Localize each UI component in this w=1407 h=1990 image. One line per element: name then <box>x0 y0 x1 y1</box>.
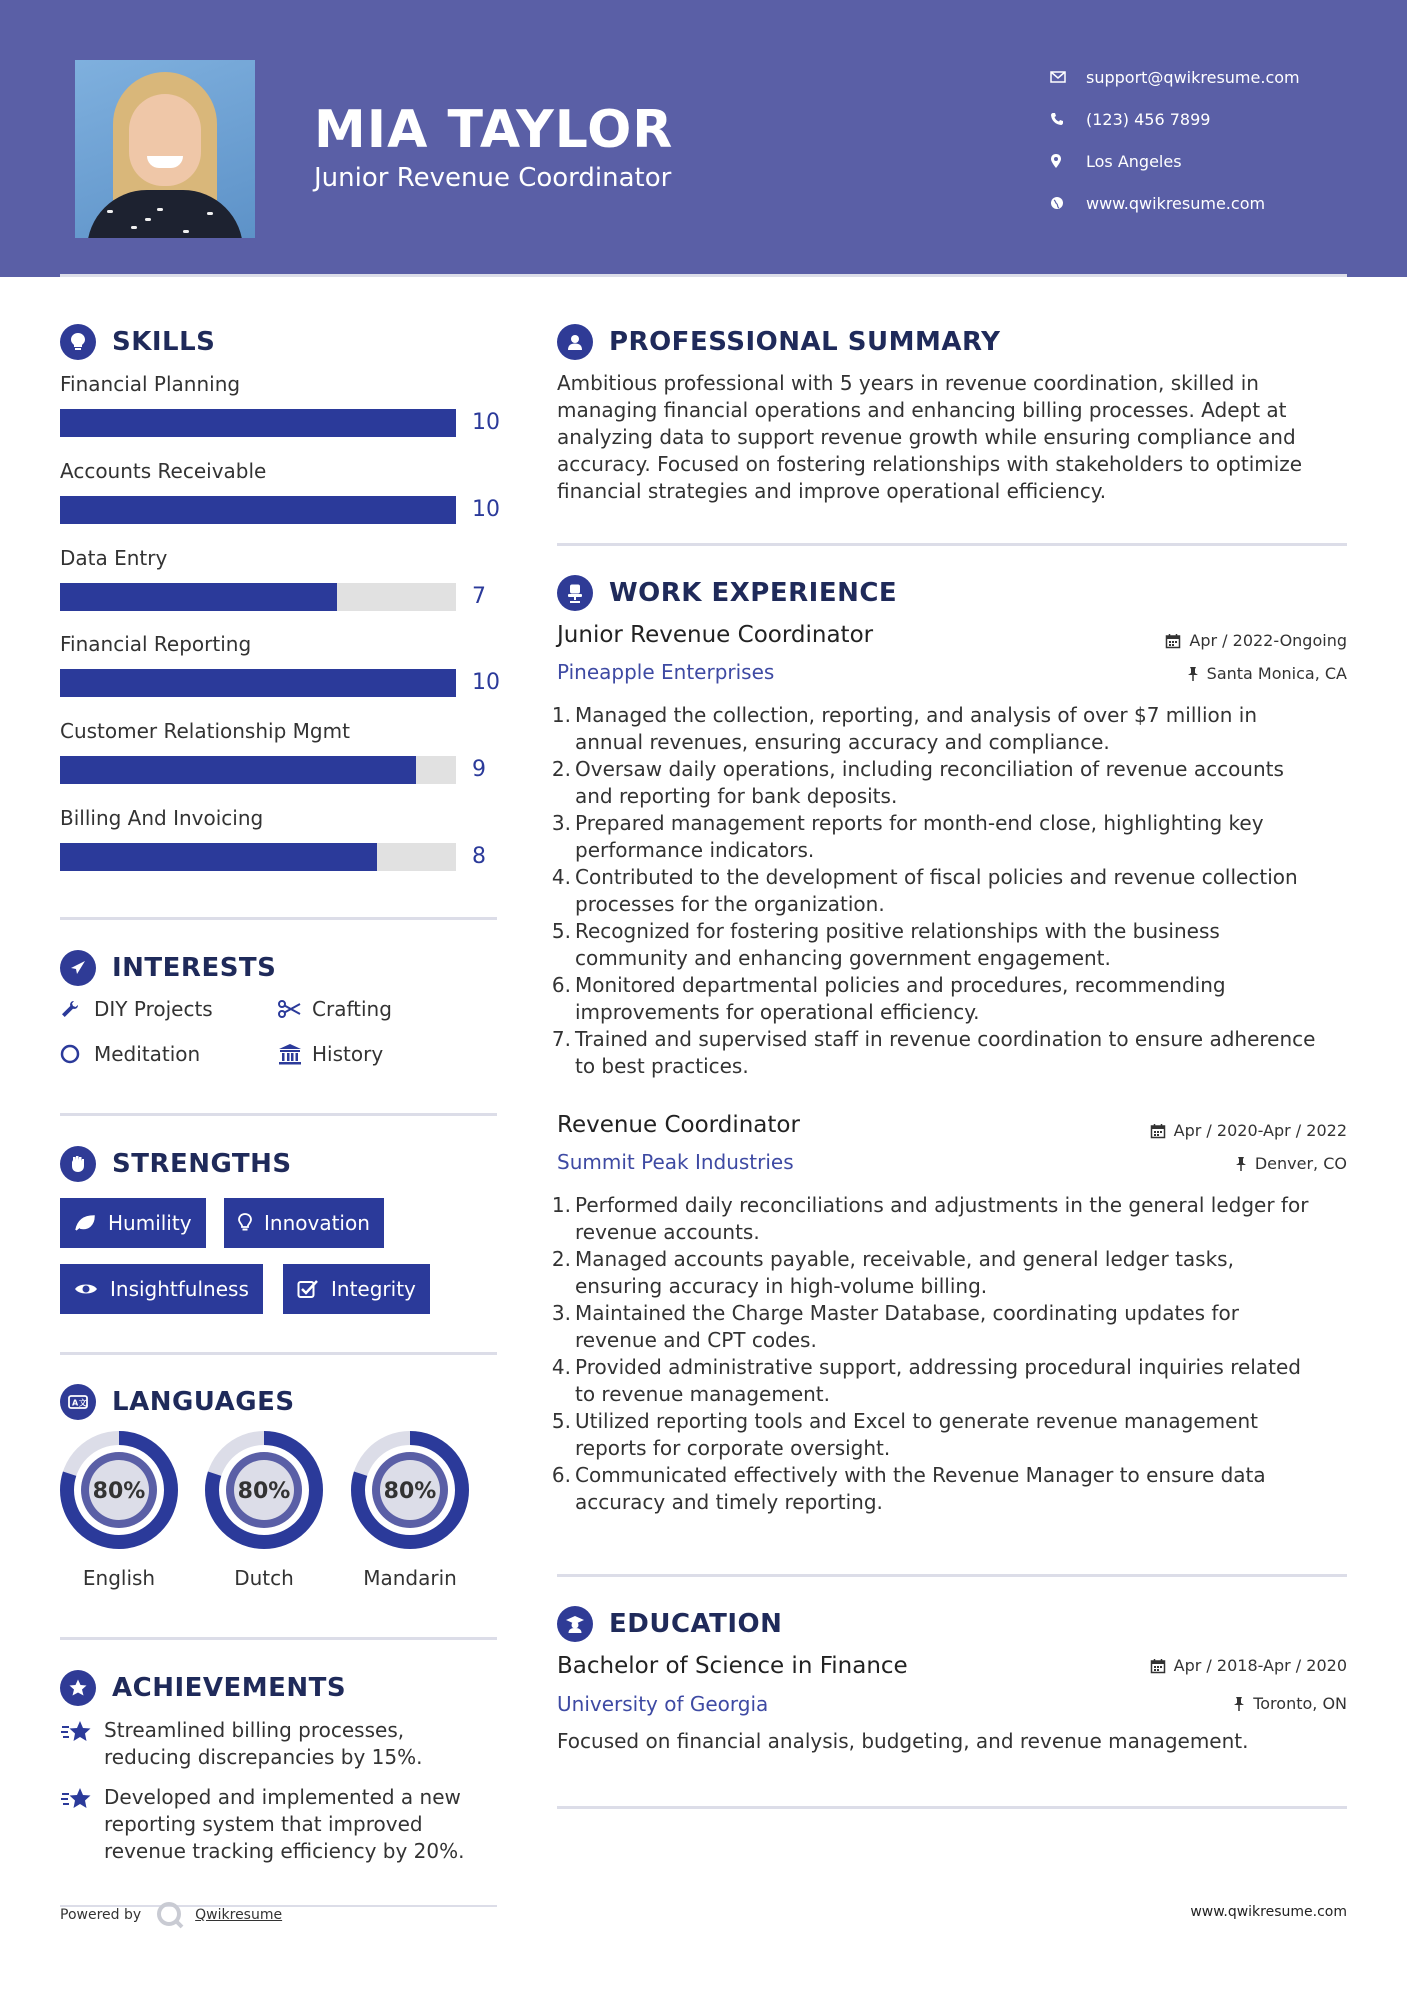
list-item: 1. Managed the collection, reporting, and analysis of over $7 million in annual revenues, ensuring accuracy and compliance. <box>551 703 1258 754</box>
language-label: English <box>82 1566 156 1590</box>
calendar-icon <box>1150 1658 1166 1674</box>
powered-by: Powered by Qwikresume <box>60 1900 282 1930</box>
skill-value: 8 <box>472 844 486 869</box>
wrench-icon <box>60 999 94 1019</box>
contact-website[interactable]: www.qwikresume.com <box>1050 182 1380 224</box>
lightbulb-icon <box>60 324 96 360</box>
interest-item: DIY Projects <box>60 997 213 1021</box>
skill-value: 10 <box>472 410 500 435</box>
star-badge-icon <box>60 1670 96 1706</box>
language-percent: 80% <box>92 1479 146 1504</box>
skill-bar <box>60 843 456 871</box>
education-dates: Apr / 2018-Apr / 2020 <box>1150 1656 1347 1675</box>
language-percent: 80% <box>237 1479 291 1504</box>
interest-item: Crafting <box>278 997 392 1021</box>
globe-icon <box>1050 196 1086 210</box>
education-description: Focused on financial analysis, budgeting, and revenue management. <box>557 1729 1249 1753</box>
skill-bar <box>60 756 456 784</box>
skills-heading: SKILLS <box>60 324 215 360</box>
strength-tag: Innovation <box>224 1198 384 1248</box>
section-divider <box>557 543 1347 546</box>
list-item: 1. Performed daily reconciliations and adjustments in the general ledger for revenue accounts. <box>551 1193 1309 1244</box>
contact-email[interactable]: support@qwikresume.com <box>1050 56 1380 98</box>
list-item: 6. Monitored departmental policies and procedures, recommending improvements for operational efficiency. <box>551 973 1226 1024</box>
interest-item: Meditation <box>60 1042 200 1066</box>
qwikresume-logo-icon <box>155 1900 185 1930</box>
list-item: 7. Trained and supervised staff in revenue coordination to ensure adherence to best practices. <box>551 1027 1316 1078</box>
section-divider <box>60 1637 497 1640</box>
language-donut <box>350 1430 470 1550</box>
job-company[interactable]: Summit Peak Industries <box>557 1150 794 1174</box>
list-item: 5. Recognized for fostering positive relationships with the business community and enhancing government engagement. <box>551 919 1220 970</box>
stars-icon <box>60 1717 104 1771</box>
candidate-title: Junior Revenue Coordinator <box>314 163 672 193</box>
section-divider <box>60 917 497 920</box>
qwikresume-link[interactable]: Qwikresume <box>195 1907 283 1923</box>
section-divider <box>60 1113 497 1116</box>
office-chair-icon <box>557 575 593 611</box>
envelope-icon <box>1050 71 1086 83</box>
job-dates: Apr / 2020-Apr / 2022 <box>1150 1121 1347 1140</box>
job-title: Junior Revenue Coordinator <box>557 622 874 648</box>
language-donut <box>204 1430 324 1550</box>
checkbox-icon <box>297 1279 319 1299</box>
list-item: 6. Communicated effectively with the Revenue Manager to ensure data accuracy and timely reporting. <box>551 1463 1266 1514</box>
job-location: Santa Monica, CA <box>1187 664 1347 683</box>
eye-icon <box>74 1281 98 1297</box>
list-item: 2. Managed accounts payable, receivable, and general ledger tasks, ensuring accuracy in high-volume billing. <box>551 1247 1234 1298</box>
skill-value: 7 <box>472 584 486 609</box>
achievement-text: reducing discrepancies by 15%. <box>104 1745 423 1769</box>
skill-bar <box>60 496 456 524</box>
stars-icon <box>60 1784 104 1865</box>
skill-bar <box>60 669 456 697</box>
skill-value: 10 <box>472 497 500 522</box>
skill-bar <box>60 583 456 611</box>
strength-tag: Integrity <box>283 1264 430 1314</box>
skill-value: 10 <box>472 670 500 695</box>
calendar-icon <box>1150 1123 1166 1139</box>
phone-icon <box>1050 112 1086 126</box>
skill-label: Data Entry <box>60 546 168 570</box>
job-company[interactable]: Pineapple Enterprises <box>557 660 775 684</box>
list-item: 3. Prepared management reports for month-end close, highlighting key performance indicators. <box>551 811 1264 862</box>
list-item: 5. Utilized reporting tools and Excel to generate revenue management reports for corporate oversight. <box>551 1409 1258 1460</box>
calendar-icon <box>1165 633 1181 649</box>
job-duties <box>551 1192 1357 1516</box>
language-donut <box>59 1430 179 1550</box>
skill-label: Customer Relationship Mgmt <box>60 719 350 743</box>
education-heading: EDUCATION <box>557 1606 782 1642</box>
leaf-icon <box>74 1214 96 1232</box>
achievement-item <box>60 1717 500 1771</box>
language-icon <box>60 1384 96 1420</box>
school-name[interactable]: University of Georgia <box>557 1692 769 1716</box>
strength-tag: Insightfulness <box>60 1264 263 1314</box>
achievement-text: Streamlined billing processes, <box>104 1718 405 1742</box>
location-pin-icon <box>1050 153 1086 169</box>
contact-list <box>1050 56 1380 224</box>
resume-header <box>0 0 1407 277</box>
achievement-text: revenue tracking efficiency by 20%. <box>104 1839 465 1863</box>
language-percent: 80% <box>383 1479 437 1504</box>
skill-label: Billing And Invoicing <box>60 806 264 830</box>
language-label: Mandarin <box>363 1566 457 1590</box>
skill-label: Accounts Receivable <box>60 459 267 483</box>
contact-location: Los Angeles <box>1050 140 1380 182</box>
section-divider <box>557 1806 1347 1809</box>
skill-label: Financial Planning <box>60 372 241 396</box>
contact-phone[interactable]: (123) 456 7899 <box>1050 98 1380 140</box>
strength-tag: Humility <box>60 1198 206 1248</box>
user-icon <box>557 324 593 360</box>
interests-heading: INTERESTS <box>60 950 276 986</box>
fist-icon <box>60 1146 96 1182</box>
lightbulb-icon <box>238 1213 252 1233</box>
graduate-icon <box>557 1606 593 1642</box>
list-item: 4. Contributed to the development of fiscal policies and revenue collection processes for the organization. <box>551 865 1298 916</box>
list-item: 4. Provided administrative support, addressing procedural inquiries related to revenue management. <box>551 1355 1301 1406</box>
skill-bar <box>60 409 456 437</box>
list-item: 2. Oversaw daily operations, including reconciliation of revenue accounts and reporting for bank deposits. <box>551 757 1284 808</box>
job-dates: Apr / 2022-Ongoing <box>1165 631 1347 650</box>
languages-heading: A文 LANGUAGES <box>60 1384 295 1420</box>
education-location: Toronto, ON <box>1233 1694 1347 1713</box>
skill-label: Financial Reporting <box>60 632 252 656</box>
candidate-name: MIA TAYLOR <box>314 100 674 160</box>
paper-plane-icon <box>60 950 96 986</box>
strengths-heading: STRENGTHS <box>60 1146 292 1182</box>
job-location: Denver, CO <box>1235 1154 1347 1173</box>
list-item: 3. Maintained the Charge Master Database, coordinating updates for revenue and CPT codes. <box>551 1301 1239 1352</box>
achievement-item <box>60 1784 500 1865</box>
skill-value: 9 <box>472 757 486 782</box>
pushpin-icon <box>1235 1156 1247 1172</box>
job-title: Revenue Coordinator <box>557 1112 800 1138</box>
svg-text:A文: A文 <box>72 1398 88 1408</box>
section-divider <box>557 1574 1347 1577</box>
section-divider <box>60 1352 497 1355</box>
profile-photo <box>75 60 255 238</box>
summary-heading: PROFESSIONAL SUMMARY <box>557 324 1000 360</box>
interest-item: History <box>278 1042 383 1066</box>
pushpin-icon <box>1233 1696 1245 1712</box>
summary-text: Ambitious professional with 5 years in revenue coordination, skilled in managing financial operations and enhancing billing processes. Adept at analyzing data to support revenue growth while ensuring compliance and accuracy. Focused on fostering relationships with stakeholders to optimize financial strategies and improve operational efficiency. <box>557 371 1303 503</box>
footer-website[interactable]: www.qwikresume.com <box>1190 1904 1347 1920</box>
circle-icon <box>60 1044 94 1064</box>
header-divider <box>60 274 1347 277</box>
experience-heading: WORK EXPERIENCE <box>557 575 897 611</box>
degree-title: Bachelor of Science in Finance <box>557 1653 908 1679</box>
achievement-text: Developed and implemented a new <box>104 1785 461 1809</box>
achievement-text: reporting system that improved <box>104 1812 423 1836</box>
scissors-icon <box>278 1000 312 1018</box>
museum-icon <box>278 1043 312 1065</box>
job-duties <box>551 702 1357 1080</box>
pushpin-icon <box>1187 666 1199 682</box>
achievements-heading: ACHIEVEMENTS <box>60 1670 346 1706</box>
language-label: Dutch <box>234 1566 294 1590</box>
